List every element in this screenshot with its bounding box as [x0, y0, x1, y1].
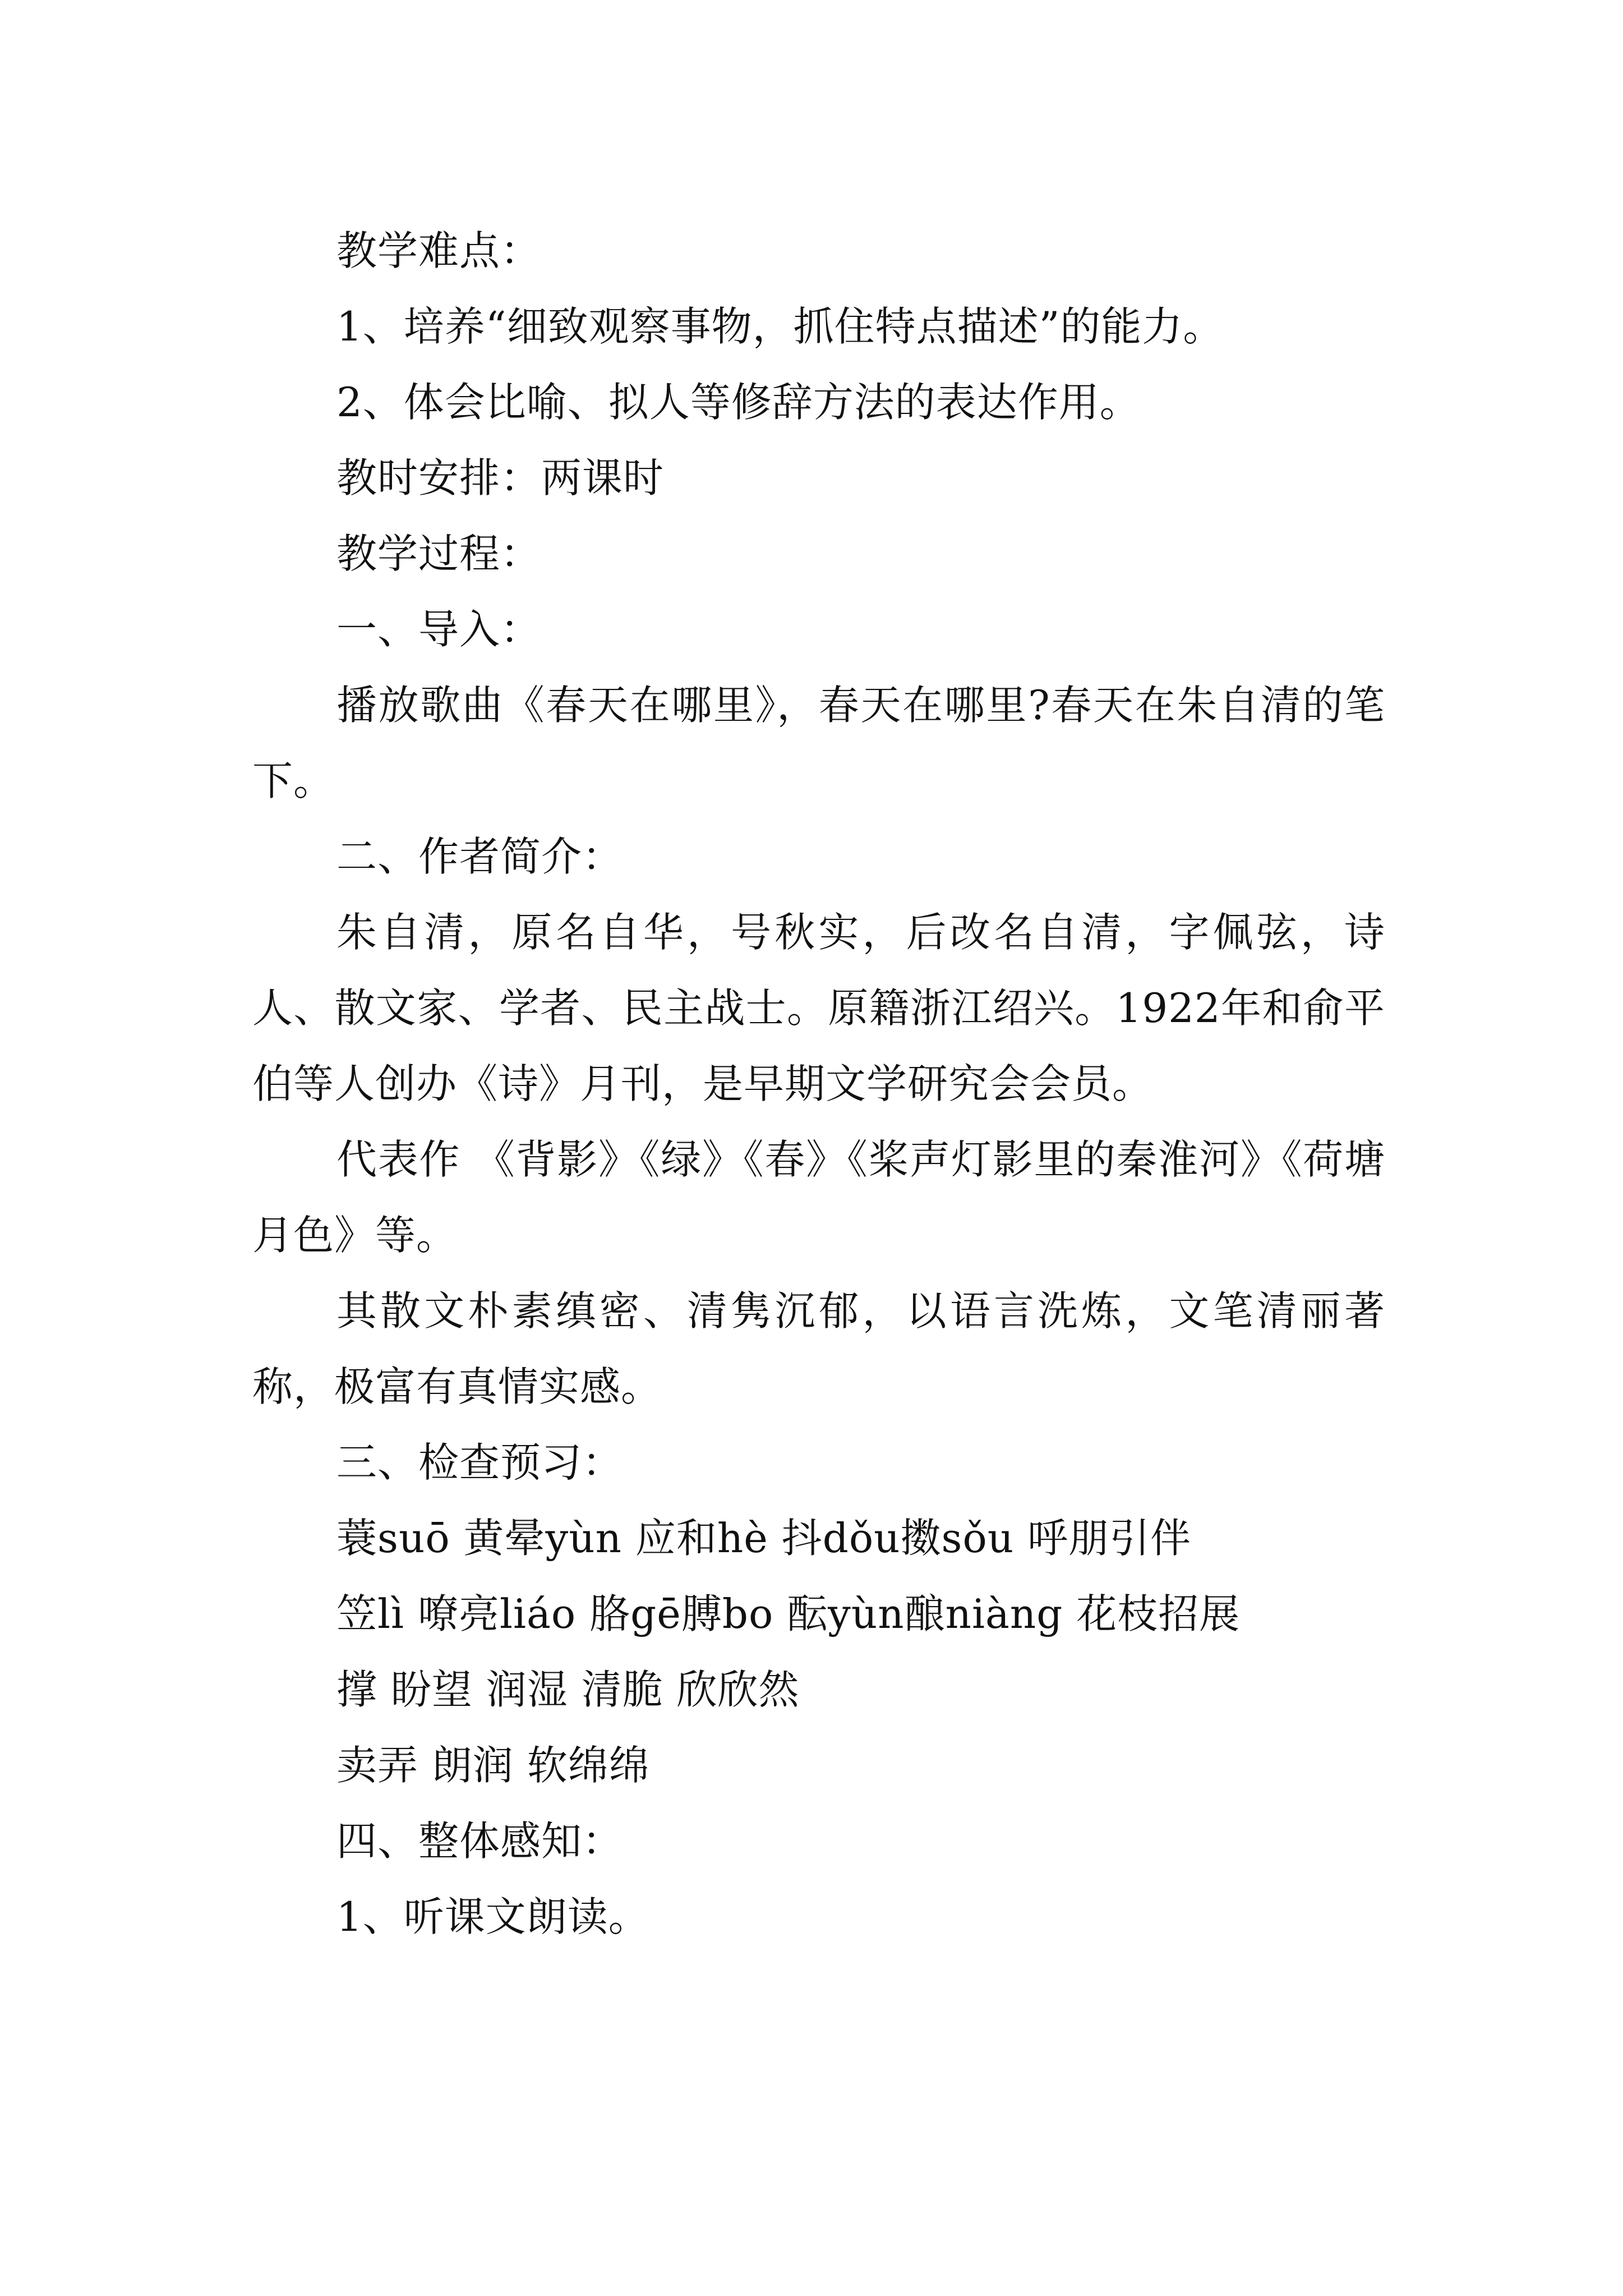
difficulty-item-1: 1、培养“细致观察事物，抓住特点描述”的能力。 [336, 303, 1224, 350]
document-body [252, 213, 1385, 1955]
class-schedule: 教时安排：两课时 [336, 454, 665, 501]
vocabulary-line-2: 笠lì 嘹亮liáo 胳gē膊bo 酝yùn酿niàng 花枝招展 [336, 1590, 1241, 1637]
vocabulary-line-1: 蓑suō 黄晕yùn 应和hè 抖dǒu擞sǒu 呼朋引伴 [336, 1515, 1192, 1562]
vocabulary-line-4: 卖弄 朗润 软绵绵 [336, 1742, 650, 1789]
section-introduction: 一、导入： [336, 606, 542, 653]
perception-item-1: 1、听课文朗读。 [336, 1893, 649, 1940]
heading-teaching-difficulties: 教学难点： [336, 227, 542, 274]
representative-works: 代表作 《背影》《绿》《春》《桨声灯影里的秦淮河》《荷塘月色》等。 [252, 1136, 1385, 1259]
vocabulary-line-3: 撑 盼望 润湿 清脆 欣欣然 [336, 1666, 800, 1713]
section-preview-check: 三、检查预习： [336, 1439, 624, 1486]
section-overall-perception: 四、整体感知： [336, 1818, 624, 1865]
heading-teaching-process: 教学过程： [336, 530, 542, 577]
section-author-profile: 二、作者简介： [336, 833, 624, 880]
difficulty-item-2: 2、体会比喻、拟人等修辞方法的表达作用。 [336, 379, 1141, 426]
author-profile-text: 朱自清，原名自华，号秋实，后改名自清，字佩弦，诗人、散文家、学者、民主战士。原籍浙江绍兴。1922年和俞平伯等人创办《诗》月刊，是早期文学研究会会员。 [252, 909, 1385, 1107]
introduction-text: 播放歌曲《春天在哪里》，春天在哪里?春天在朱自清的笔下。 [252, 682, 1385, 804]
prose-style-text: 其散文朴素缜密、清隽沉郁，以语言洗炼，文笔清丽著称，极富有真情实感。 [252, 1287, 1385, 1410]
